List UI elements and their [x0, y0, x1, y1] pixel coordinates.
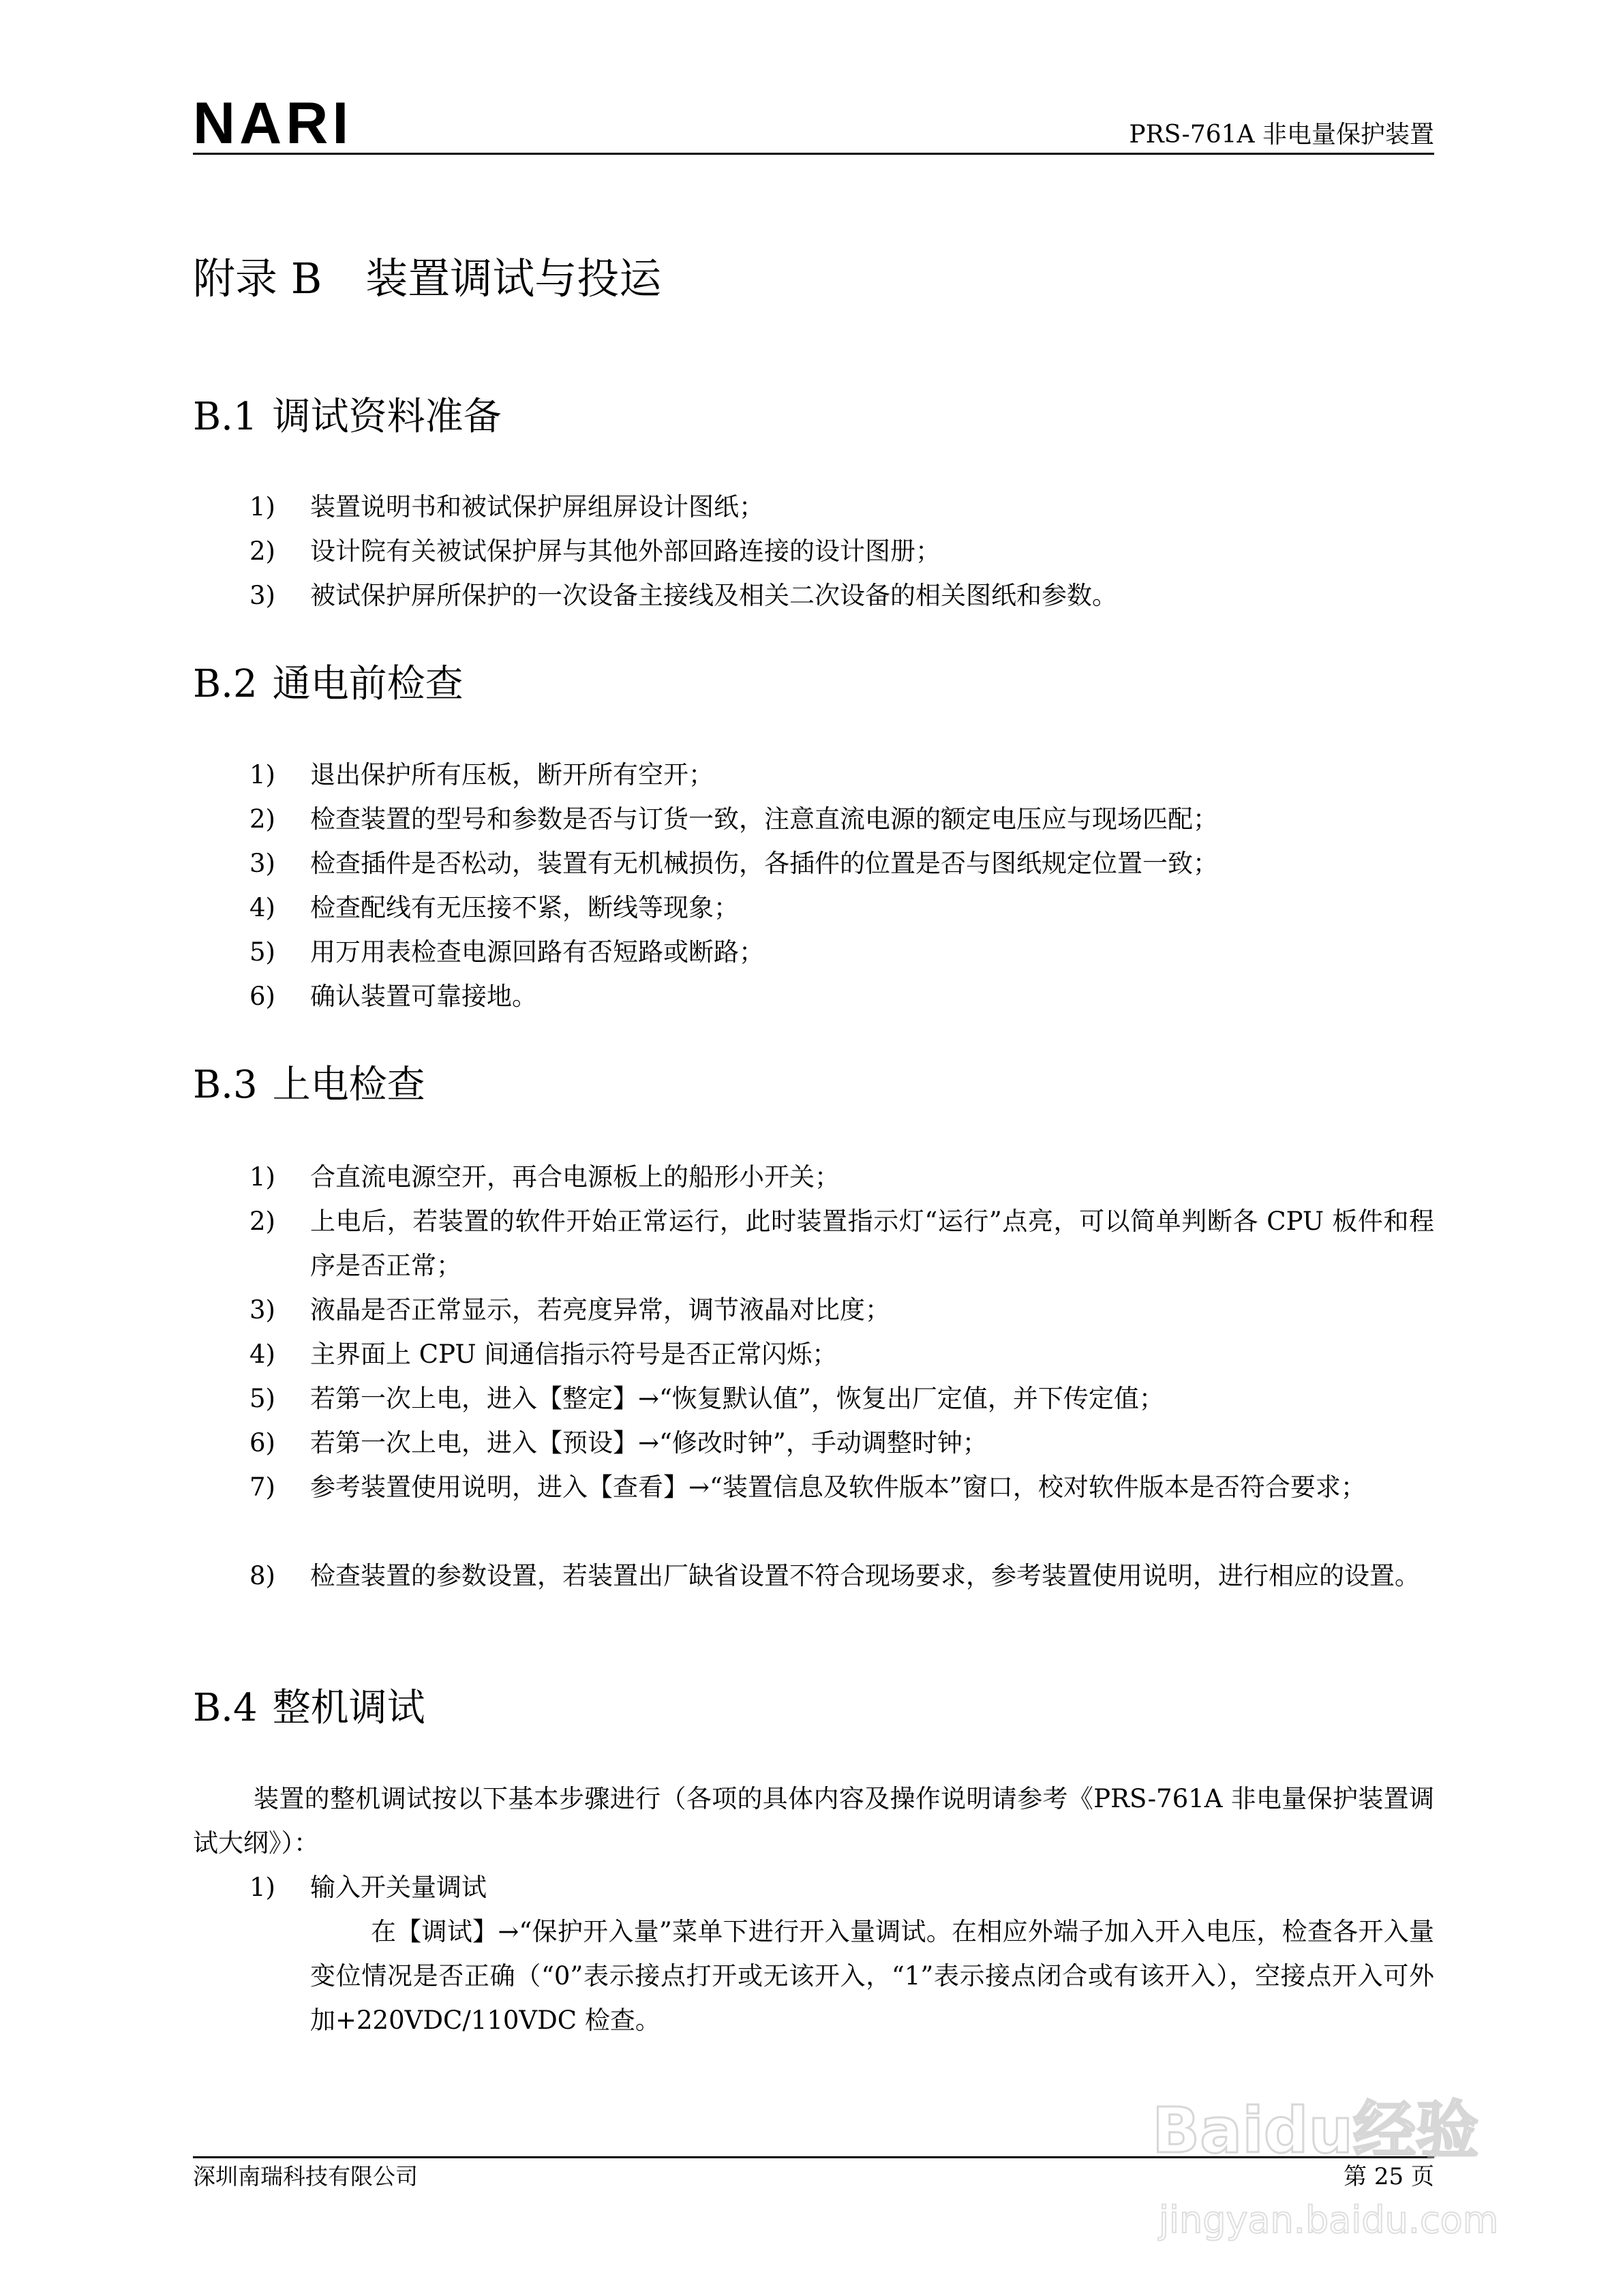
header-rule: [193, 153, 1434, 155]
list-item: [193, 1376, 1434, 1421]
list-item: [193, 886, 1434, 930]
section-number: B.4: [193, 1686, 258, 1730]
item-number: 1): [249, 1873, 275, 1902]
item-number: 1): [249, 492, 275, 522]
list-item: [193, 1199, 1434, 1288]
item-text: 合直流电源空开，再合电源板上的船形小开关；: [310, 1162, 840, 1192]
section-title-b3: [193, 1063, 425, 1107]
item-number: 4): [249, 893, 275, 922]
watermark-main: Baidu经验: [1152, 2094, 1479, 2167]
item-text: 被试保护屏所保护的一次设备主接线及相关二次设备的相关图纸和参数。: [310, 581, 1117, 610]
item-text: 用万用表检查电源回路有否短路或断路；: [310, 937, 764, 967]
intro-paragraph: 装置的整机调试按以下基本步骤进行（各项的具体内容及操作说明请参考《PRS-761A 非电量保护装置调试大纲》）：: [193, 1784, 1434, 1858]
item-detail-paragraph: 在【调试】→“保护开入量”菜单下进行开入量调试。在相应外端子加入开入电压，检查各开入量变位情况是否正确（“0”表示接点打开或无该开入，“1”表示接点闭合或有该开入），空接点开入可外加+220VDC/110VDC 检查。: [310, 1917, 1434, 2035]
list-item: [193, 841, 1434, 886]
list-item: [193, 485, 1434, 529]
document-title: PRS-761A 非电量保护装置: [1129, 121, 1434, 149]
item-number: 8): [249, 1561, 275, 1590]
section-number: B.1: [193, 395, 258, 439]
item-text: 液晶是否正常显示，若亮度异常，调节液晶对比度；: [310, 1295, 890, 1325]
item-number: 3): [249, 849, 275, 878]
list-item: [193, 1554, 1434, 1598]
item-number: 1): [249, 1162, 275, 1192]
appendix-label: 附录 B: [193, 254, 322, 303]
list-item: [193, 974, 1434, 1018]
item-text: 装置说明书和被试保护屏组屏设计图纸；: [310, 492, 764, 522]
watermark: [1152, 2094, 1541, 2250]
item-number: 7): [249, 1472, 275, 1502]
list-item: [193, 1155, 1434, 1199]
section-number: B.2: [193, 662, 258, 706]
item-text: 主界面上 CPU 间通信指示符号是否正常闪烁；: [310, 1340, 838, 1369]
section-title-text: 调试资料准备: [272, 395, 502, 439]
item-text: 检查装置的型号和参数是否与订货一致，注意直流电源的额定电压应与现场匹配；: [310, 804, 1218, 834]
item-number: 4): [249, 1340, 275, 1369]
list-item: [193, 753, 1434, 797]
item-number: 2): [249, 804, 275, 834]
item-number: 5): [249, 1384, 275, 1413]
item-text: 上电后，若装置的软件开始正常运行，此时装置指示灯“运行”点亮，可以简单判断各 CPU 板件和程序是否正常；: [310, 1207, 1434, 1280]
item-number: 3): [249, 581, 275, 610]
appendix-title: [193, 254, 662, 303]
section-title-b4: [193, 1686, 425, 1730]
item-number: 3): [249, 1295, 275, 1325]
section-title-b2: [193, 662, 464, 706]
section-title-b1: [193, 395, 502, 439]
item-text: 设计院有关被试保护屏与其他外部回路连接的设计图册；: [310, 537, 941, 566]
item-number: 2): [249, 537, 275, 566]
item-text: 退出保护所有压板，断开所有空开；: [310, 760, 714, 789]
list-item: [193, 1332, 1434, 1376]
item-number: 6): [249, 1428, 275, 1457]
item-number: 1): [249, 760, 275, 789]
appendix-title-text: 装置调试与投运: [365, 254, 662, 303]
list-item: [193, 1421, 1434, 1465]
item-text: 确认装置可靠接地。: [310, 982, 537, 1011]
section-title-text: 通电前检查: [272, 662, 464, 706]
company-logo: NARI: [193, 91, 353, 156]
item-text: 检查配线有无压接不紧，断线等现象；: [310, 893, 739, 922]
section-number: B.3: [193, 1063, 258, 1107]
item-number: 2): [249, 1207, 275, 1236]
item-number: 5): [249, 937, 275, 967]
item-text: 若第一次上电，进入【预设】→“修改时钟”，手动调整时钟；: [310, 1428, 988, 1457]
list-item: [249, 1865, 1434, 1909]
footer-company: 深圳南瑞科技有限公司: [193, 2163, 418, 2190]
item-number: 6): [249, 982, 275, 1011]
item-text: 检查插件是否松动，装置有无机械损伤，各插件的位置是否与图纸规定位置一致；: [310, 849, 1218, 878]
footer-page-number: 第 25 页: [1344, 2163, 1434, 2190]
item-text: 检查装置的参数设置，若装置出厂缺省设置不符合现场要求，参考装置使用说明，进行相应的设置。: [310, 1561, 1420, 1590]
list-item: [193, 1288, 1434, 1332]
item-text: 参考装置使用说明，进入【查看】→“装置信息及软件版本”窗口，校对软件版本是否符合要求；: [310, 1472, 1366, 1502]
list-item: [193, 797, 1434, 841]
watermark-url: jingyan.baidu.com: [1159, 2199, 1499, 2241]
section-title-text: 整机调试: [272, 1686, 425, 1730]
item-text: 输入开关量调试: [310, 1873, 487, 1902]
list-item: [193, 573, 1434, 618]
list-item: [193, 529, 1434, 573]
section-title-text: 上电检查: [272, 1063, 425, 1107]
item-text: 若第一次上电，进入【整定】→“恢复默认值”，恢复出厂定值，并下传定值；: [310, 1384, 1164, 1413]
list-item: [193, 930, 1434, 974]
list-item: [193, 1465, 1434, 1509]
